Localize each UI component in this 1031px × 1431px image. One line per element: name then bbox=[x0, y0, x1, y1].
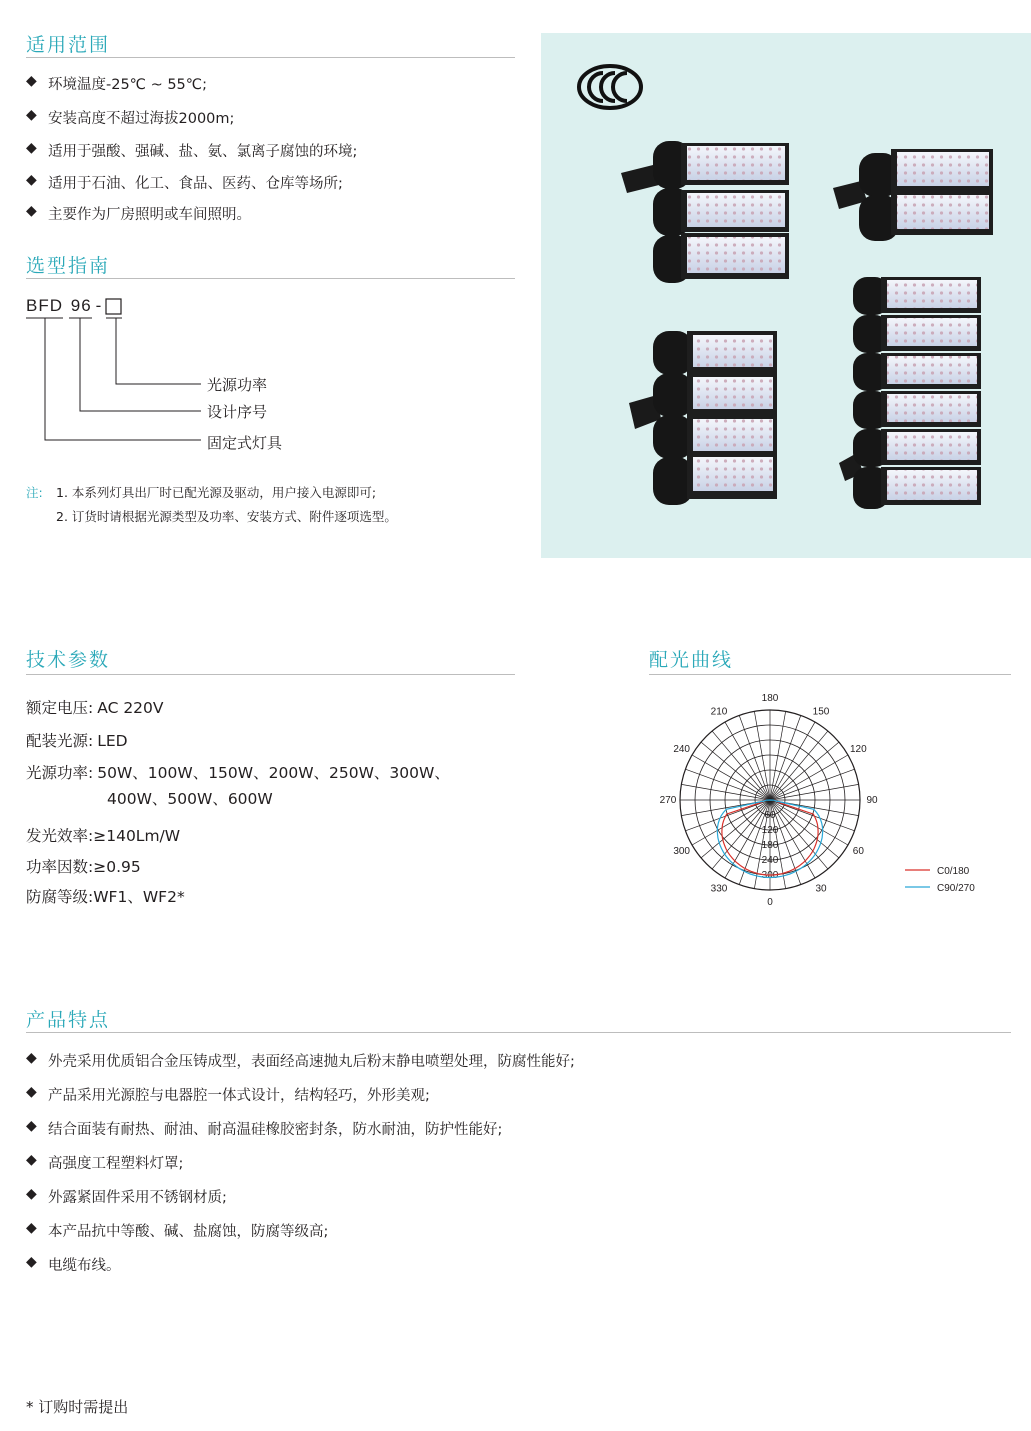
param-value: AC 220V bbox=[97, 699, 164, 717]
leader-line-power bbox=[116, 318, 201, 384]
diamond-bullet-icon: ◆ bbox=[26, 107, 37, 123]
radial-label: 120 bbox=[761, 825, 779, 836]
param-key: 光源功率: bbox=[26, 764, 94, 782]
diamond-bullet-icon: ◆ bbox=[26, 140, 37, 156]
list-item: ◆ 主要作为厂房照明或车间照明。 bbox=[26, 203, 251, 223]
fixture-2-module bbox=[833, 149, 993, 241]
param-key: 功率因数: bbox=[26, 858, 94, 876]
param-key: 额定电压: bbox=[26, 699, 94, 717]
param-row bbox=[26, 885, 185, 907]
param-key: 防腐等级: bbox=[26, 888, 94, 906]
diamond-bullet-icon: ◆ bbox=[26, 1220, 37, 1236]
model-code-diagram bbox=[0, 0, 520, 470]
angle-label: 330 bbox=[710, 883, 728, 895]
diamond-bullet-icon: ◆ bbox=[26, 172, 37, 188]
angle-label: 120 bbox=[849, 744, 867, 755]
footnote: * 订购时需提出 bbox=[26, 1398, 129, 1416]
model-code-prefix: BFD bbox=[26, 296, 63, 315]
note-prefix: 注: bbox=[26, 485, 43, 500]
legend-label: C0/180 bbox=[937, 866, 970, 877]
model-code-blank-box bbox=[106, 299, 121, 314]
section-title-light-curve: 配光曲线 bbox=[649, 649, 734, 671]
section-title-features: 产品特点 bbox=[26, 1009, 111, 1031]
list-item: ◆ 外壳采用优质铝合金压铸成型，表面经高速抛丸后粉末静电喷塑处理，防腐性能好; bbox=[26, 1050, 575, 1070]
param-value: 400W、500W、600W bbox=[107, 790, 273, 808]
note-line: 1. 本系列灯具出厂时已配光源及驱动，用户接入电源即可; bbox=[56, 485, 377, 500]
diamond-bullet-icon: ◆ bbox=[26, 1152, 37, 1168]
diamond-bullet-icon: ◆ bbox=[26, 73, 37, 89]
angle-label: 30 bbox=[815, 883, 827, 895]
list-item: ◆ 安装高度不超过海拔2000m; bbox=[26, 107, 235, 127]
radial-label: 240 bbox=[761, 855, 779, 866]
param-value: 50W、100W、150W、200W、250W、300W、 bbox=[97, 764, 450, 782]
legend-label: C90/270 bbox=[937, 883, 975, 894]
section-title-selection: 选型指南 bbox=[26, 255, 111, 277]
param-value: ≥0.95 bbox=[93, 858, 141, 876]
list-item: ◆ 适用于强酸、强碱、盐、氨、氯离子腐蚀的环境; bbox=[26, 140, 358, 160]
fixture-6-module bbox=[839, 277, 981, 509]
model-code-dash: - bbox=[95, 296, 103, 315]
section-title-application: 适用范围 bbox=[26, 34, 111, 56]
section-rule bbox=[26, 674, 515, 675]
angle-label: 150 bbox=[812, 706, 830, 718]
param-value: ≥140Lm/W bbox=[93, 827, 181, 845]
diamond-bullet-icon: ◆ bbox=[26, 1254, 37, 1270]
param-key: 发光效率: bbox=[26, 827, 94, 845]
light-distribution-chart bbox=[640, 690, 1020, 925]
product-illustration bbox=[541, 33, 1031, 558]
label-fixed-luminaire: 固定式灯具 bbox=[207, 434, 283, 452]
radial-label: 60 bbox=[764, 810, 776, 821]
list-item: ◆ 环境温度-25℃ ~ 55℃; bbox=[26, 73, 207, 93]
angle-label: 90 bbox=[866, 795, 878, 806]
list-item: ◆ 高强度工程塑料灯罩; bbox=[26, 1152, 184, 1172]
list-item: ◆ 结合面装有耐热、耐油、耐高温硅橡胶密封条，防水耐油，防护性能好; bbox=[26, 1118, 503, 1138]
product-photo-panel bbox=[541, 33, 1031, 558]
param-row bbox=[26, 696, 164, 718]
leader-line-fixed bbox=[45, 318, 201, 440]
angle-label: 0 bbox=[767, 897, 773, 908]
angle-label: 240 bbox=[673, 744, 691, 755]
model-code-number: 96 bbox=[70, 296, 92, 315]
param-row bbox=[26, 855, 141, 877]
list-item: ◆ 外露紧固件采用不锈钢材质; bbox=[26, 1186, 227, 1206]
param-key: 配装光源: bbox=[26, 732, 94, 750]
param-row bbox=[26, 824, 180, 846]
param-row bbox=[107, 787, 273, 809]
diamond-bullet-icon: ◆ bbox=[26, 1050, 37, 1066]
diamond-bullet-icon: ◆ bbox=[26, 203, 37, 219]
list-item: ◆ 适用于石油、化工、食品、医药、仓库等场所; bbox=[26, 172, 343, 192]
ccc-certification-icon bbox=[579, 66, 641, 108]
list-item: ◆ 本产品抗中等酸、碱、盐腐蚀，防腐等级高; bbox=[26, 1220, 329, 1240]
param-row bbox=[26, 761, 450, 783]
param-row bbox=[26, 729, 128, 751]
fixture-4-module bbox=[629, 331, 777, 505]
leader-line-design bbox=[80, 318, 201, 411]
angle-label: 300 bbox=[673, 846, 691, 857]
angle-label: 210 bbox=[710, 706, 728, 718]
param-value: LED bbox=[97, 732, 128, 750]
angle-label: 60 bbox=[852, 846, 864, 857]
section-rule bbox=[649, 674, 1011, 675]
radial-label: 180 bbox=[761, 840, 779, 851]
radial-label: 300 bbox=[761, 870, 779, 881]
list-item: ◆ 产品采用光源腔与电器腔一体式设计，结构轻巧，外形美观; bbox=[26, 1084, 430, 1104]
list-item: ◆ 电缆布线。 bbox=[26, 1254, 121, 1274]
param-value: WF1、WF2* bbox=[93, 888, 185, 906]
diamond-bullet-icon: ◆ bbox=[26, 1118, 37, 1134]
label-light-power: 光源功率 bbox=[207, 376, 268, 394]
note-line: 2. 订货时请根据光源类型及功率、安装方式、附件逐项选型。 bbox=[56, 509, 397, 524]
fixture-3-module bbox=[621, 141, 789, 283]
section-title-tech: 技术参数 bbox=[26, 649, 111, 671]
diamond-bullet-icon: ◆ bbox=[26, 1186, 37, 1202]
angle-label: 270 bbox=[659, 795, 677, 806]
section-rule bbox=[26, 1032, 1011, 1033]
label-design-number: 设计序号 bbox=[207, 403, 268, 421]
angle-label: 180 bbox=[761, 693, 779, 704]
diamond-bullet-icon: ◆ bbox=[26, 1084, 37, 1100]
